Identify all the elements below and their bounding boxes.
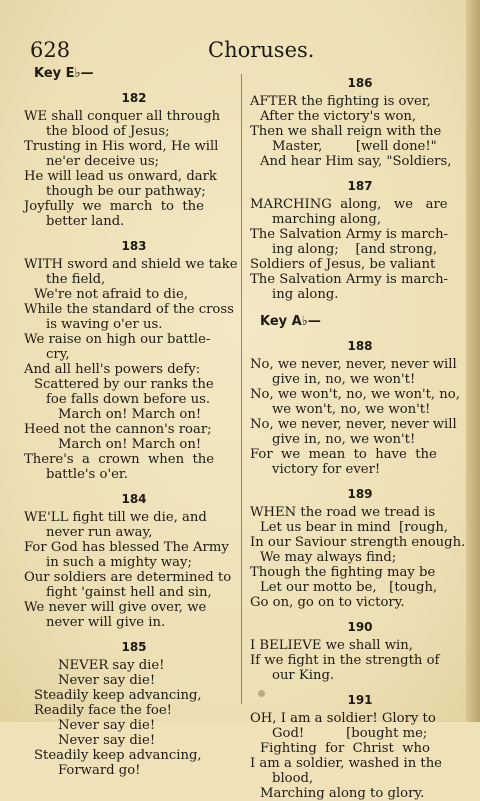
- verse-line: Scattered by our ranks the: [34, 377, 214, 392]
- verse-line: the field,: [46, 272, 106, 287]
- verse-line: No, we never, never, never will: [250, 357, 457, 372]
- verse-line: For God has blessed The Army: [24, 540, 229, 555]
- left-column: [24, 66, 244, 778]
- verse-line: After the victory's won,: [260, 109, 417, 124]
- verse-line: victory for ever!: [272, 462, 381, 477]
- verse-line: WHEN the road we tread is: [250, 505, 436, 520]
- verse-line: The Salvation Army is march-: [250, 272, 449, 287]
- verse-line: NEVER say die!: [58, 658, 165, 673]
- chorus-number: 186: [347, 76, 373, 90]
- verse-line: Forward go!: [58, 763, 141, 778]
- verse-line: Master, [well done!": [272, 139, 437, 154]
- verse-line: ing along; [and strong,: [272, 242, 438, 257]
- verse-line: better land.: [46, 214, 125, 229]
- chorus-verse: [24, 658, 244, 778]
- right-songs-bottom: [250, 339, 470, 801]
- verse-line: He will lead us onward, dark: [24, 169, 217, 184]
- verse-line: Never say die!: [58, 673, 156, 688]
- verse-line: marching along,: [272, 212, 382, 227]
- page-header: [30, 38, 460, 68]
- verse-line: ing along.: [272, 287, 339, 302]
- verse-line: For we mean to have the: [250, 447, 437, 462]
- chorus-verse: [250, 94, 470, 169]
- key-signature: Key A♭—: [260, 314, 321, 329]
- verse-line: fight 'gainst hell and sin,: [46, 585, 212, 600]
- verse-line: Heed not the cannon's roar;: [24, 422, 212, 437]
- page-title: Choruses.: [208, 38, 315, 62]
- verse-line: Then we shall reign with the: [250, 124, 442, 139]
- verse-line: I BELIEVE we shall win,: [250, 638, 413, 653]
- verse-line: I am a soldier, washed in the: [250, 756, 442, 771]
- chorus-verse: [250, 505, 470, 610]
- verse-line: The Salvation Army is march-: [250, 227, 449, 242]
- verse-line: We may always find;: [260, 550, 397, 565]
- page-number: 628: [30, 38, 71, 62]
- verse-line: WE'LL fight till we die, and: [24, 510, 207, 525]
- chorus-number: 191: [347, 693, 373, 707]
- verse-line: never run away,: [46, 525, 153, 540]
- verse-line: Let us bear in mind [rough,: [260, 520, 449, 535]
- verse-line: In our Saviour strength enough.: [250, 535, 466, 550]
- right-column: [250, 66, 470, 801]
- verse-line: Fighting for Christ who: [260, 741, 430, 756]
- verse-line: give in, no, we won't!: [272, 372, 416, 387]
- verse-line: God! [bought me;: [272, 726, 428, 741]
- verse-line: Never say die!: [58, 733, 156, 748]
- verse-line: give in, no, we won't!: [272, 432, 416, 447]
- verse-line: And hear Him say, "Soldiers,: [260, 154, 452, 169]
- chorus-verse: [250, 638, 470, 683]
- page-mark: [258, 690, 265, 697]
- verse-line: we won't, no, we won't!: [272, 402, 431, 417]
- verse-line: AFTER the fighting is over,: [250, 94, 431, 109]
- verse-line: our King.: [272, 668, 335, 683]
- verse-line: Let our motto be, [tough,: [260, 580, 438, 595]
- chorus-number: 185: [121, 640, 147, 654]
- verse-line: We raise on high our battle-: [24, 332, 211, 347]
- verse-line: No, we never, never, never will: [250, 417, 457, 432]
- chorus-verse: [24, 109, 244, 229]
- verse-line: is waving o'er us.: [46, 317, 163, 332]
- key-signature: Key E♭—: [34, 66, 94, 81]
- chorus-number: 189: [347, 487, 373, 501]
- verse-line: No, we won't, no, we won't, no,: [250, 387, 460, 402]
- chorus-number: 182: [121, 91, 147, 105]
- verse-line: While the standard of the cross: [24, 302, 234, 317]
- verse-line: OH, I am a soldier! Glory to: [250, 711, 436, 726]
- chorus-number: 188: [347, 339, 373, 353]
- verse-line: Steadily keep advancing,: [34, 748, 202, 763]
- verse-line: in such a mighty way;: [46, 555, 192, 570]
- chorus-verse: [24, 257, 244, 482]
- verse-line: Though the fighting may be: [250, 565, 436, 580]
- verse-line: WITH sword and shield we take: [24, 257, 238, 272]
- verse-line: We never will give over, we: [24, 600, 207, 615]
- verse-line: If we fight in the strength of: [250, 653, 440, 668]
- verse-line: Our soldiers are determined to: [24, 570, 232, 585]
- verse-line: And all hell's powers defy:: [24, 362, 201, 377]
- left-songs: [24, 91, 244, 778]
- verse-line: though be our pathway;: [46, 184, 206, 199]
- verse-line: March on! March on!: [58, 407, 202, 422]
- chorus-number: 187: [347, 179, 373, 193]
- chorus-number: 183: [121, 239, 147, 253]
- verse-line: Marching along to glory.: [260, 786, 425, 801]
- chorus-verse: [250, 357, 470, 477]
- verse-line: ne'er deceive us;: [46, 154, 160, 169]
- verse-line: battle's o'er.: [46, 467, 128, 482]
- verse-line: Trusting in His word, He will: [24, 139, 219, 154]
- chorus-number: 190: [347, 620, 373, 634]
- verse-line: Steadily keep advancing,: [34, 688, 202, 703]
- verse-line: Go on, go on to victory.: [250, 595, 405, 610]
- verse-line: WE shall conquer all through: [24, 109, 221, 124]
- verse-line: Readily face the foe!: [34, 703, 172, 718]
- verse-line: never will give in.: [46, 615, 166, 630]
- verse-line: foe falls down before us.: [46, 392, 211, 407]
- verse-line: blood,: [272, 771, 314, 786]
- verse-line: There's a crown when the: [24, 452, 215, 467]
- chorus-verse: [250, 711, 470, 801]
- right-songs-top: [250, 76, 470, 302]
- verse-line: MARCHING along, we are: [250, 197, 448, 212]
- verse-line: March on! March on!: [58, 437, 202, 452]
- verse-line: We're not afraid to die,: [34, 287, 188, 302]
- chorus-verse: [24, 510, 244, 630]
- chorus-verse: [250, 197, 470, 302]
- verse-line: the blood of Jesus;: [46, 124, 170, 139]
- chorus-number: 184: [121, 492, 147, 506]
- verse-line: Soldiers of Jesus, be valiant: [250, 257, 436, 272]
- verse-line: Never say die!: [58, 718, 156, 733]
- verse-line: cry,: [46, 347, 70, 362]
- verse-line: Joyfully we march to the: [24, 199, 204, 214]
